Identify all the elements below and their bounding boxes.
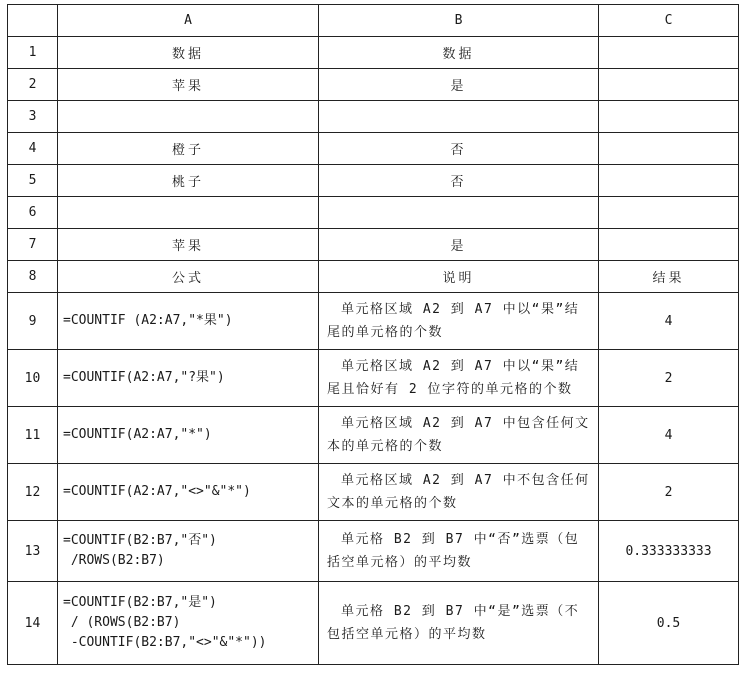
cell-c[interactable] — [599, 165, 739, 197]
cell-b[interactable]: 是 — [319, 69, 599, 101]
row-header[interactable]: 8 — [8, 261, 58, 293]
formula-cell[interactable]: =COUNTIF(A2:A7,"?果") — [58, 350, 319, 407]
cell-c[interactable] — [599, 229, 739, 261]
table-row — [8, 133, 739, 165]
table-row — [8, 229, 739, 261]
cell-a[interactable]: 公式 — [58, 261, 319, 293]
column-header-row — [8, 5, 739, 37]
table-row — [8, 197, 739, 229]
cell-a[interactable] — [58, 101, 319, 133]
cell-a[interactable]: 苹果 — [58, 69, 319, 101]
cell-c[interactable]: 结果 — [599, 261, 739, 293]
formula-line: / (ROWS(B2:B7) — [63, 615, 181, 630]
cell-a[interactable]: 数据 — [58, 37, 319, 69]
cell-c[interactable] — [599, 197, 739, 229]
result-cell[interactable]: 4 — [599, 407, 739, 464]
cell-c[interactable] — [599, 133, 739, 165]
cell-c[interactable] — [599, 69, 739, 101]
formula-line: =COUNTIF(B2:B7,"否") — [63, 533, 217, 548]
spreadsheet-table — [7, 4, 739, 665]
table-row — [8, 101, 739, 133]
description-cell[interactable]: 单元格区域 A2 到 A7 中以“果”结尾且恰好有 2 位字符的单元格的个数 — [319, 350, 599, 407]
cell-a[interactable]: 桃子 — [58, 165, 319, 197]
table-row — [8, 521, 739, 582]
cell-a[interactable] — [58, 197, 319, 229]
formula-cell[interactable]: =COUNTIF (A2:A7,"*果") — [58, 293, 319, 350]
result-cell[interactable]: 2 — [599, 350, 739, 407]
cell-b[interactable]: 是 — [319, 229, 599, 261]
description-cell[interactable]: 单元格区域 A2 到 A7 中以“果”结尾的单元格的个数 — [319, 293, 599, 350]
row-header[interactable]: 12 — [8, 464, 58, 521]
table-row — [8, 350, 739, 407]
column-header-a[interactable]: A — [58, 5, 319, 37]
cell-a[interactable]: 苹果 — [58, 229, 319, 261]
row-header[interactable]: 1 — [8, 37, 58, 69]
table-row — [8, 165, 739, 197]
table-row — [8, 293, 739, 350]
column-header-c[interactable]: C — [599, 5, 739, 37]
formula-line: =COUNTIF(B2:B7,"是") — [63, 595, 217, 610]
row-header[interactable]: 6 — [8, 197, 58, 229]
row-header[interactable]: 13 — [8, 521, 58, 582]
row-header[interactable]: 10 — [8, 350, 58, 407]
corner-cell[interactable] — [8, 5, 58, 37]
table-row — [8, 37, 739, 69]
formula-line: -COUNTIF(B2:B7,"<>"&"*")) — [63, 635, 267, 650]
formula-cell[interactable]: =COUNTIF(A2:A7,"*") — [58, 407, 319, 464]
cell-c[interactable] — [599, 101, 739, 133]
cell-b[interactable]: 否 — [319, 133, 599, 165]
result-cell[interactable]: 4 — [599, 293, 739, 350]
row-header[interactable]: 11 — [8, 407, 58, 464]
formula-cell[interactable]: =COUNTIF(A2:A7,"<>"&"*") — [58, 464, 319, 521]
cell-b[interactable] — [319, 197, 599, 229]
cell-b[interactable]: 数据 — [319, 37, 599, 69]
row-header[interactable]: 14 — [8, 582, 58, 665]
result-cell[interactable]: 0.5 — [599, 582, 739, 665]
row-header[interactable]: 3 — [8, 101, 58, 133]
table-row — [8, 582, 739, 665]
result-cell[interactable]: 2 — [599, 464, 739, 521]
description-cell[interactable]: 单元格 B2 到 B7 中“否”选票（包括空单元格）的平均数 — [319, 521, 599, 582]
result-cell[interactable]: 0.333333333 — [599, 521, 739, 582]
table-row — [8, 464, 739, 521]
row-header[interactable]: 5 — [8, 165, 58, 197]
table-row — [8, 69, 739, 101]
table-row — [8, 261, 739, 293]
cell-c[interactable] — [599, 37, 739, 69]
description-cell[interactable]: 单元格区域 A2 到 A7 中包含任何文本的单元格的个数 — [319, 407, 599, 464]
row-header[interactable]: 9 — [8, 293, 58, 350]
cell-a[interactable]: 橙子 — [58, 133, 319, 165]
table-row — [8, 407, 739, 464]
row-header[interactable]: 2 — [8, 69, 58, 101]
row-header[interactable]: 7 — [8, 229, 58, 261]
cell-b[interactable] — [319, 101, 599, 133]
description-cell[interactable]: 单元格区域 A2 到 A7 中不包含任何文本的单元格的个数 — [319, 464, 599, 521]
row-header[interactable]: 4 — [8, 133, 58, 165]
description-cell[interactable]: 单元格 B2 到 B7 中“是”选票（不包括空单元格）的平均数 — [319, 582, 599, 665]
formula-line: /ROWS(B2:B7) — [63, 553, 165, 568]
formula-cell[interactable] — [58, 521, 319, 582]
cell-b[interactable]: 说明 — [319, 261, 599, 293]
column-header-b[interactable]: B — [319, 5, 599, 37]
formula-cell[interactable] — [58, 582, 319, 665]
cell-b[interactable]: 否 — [319, 165, 599, 197]
